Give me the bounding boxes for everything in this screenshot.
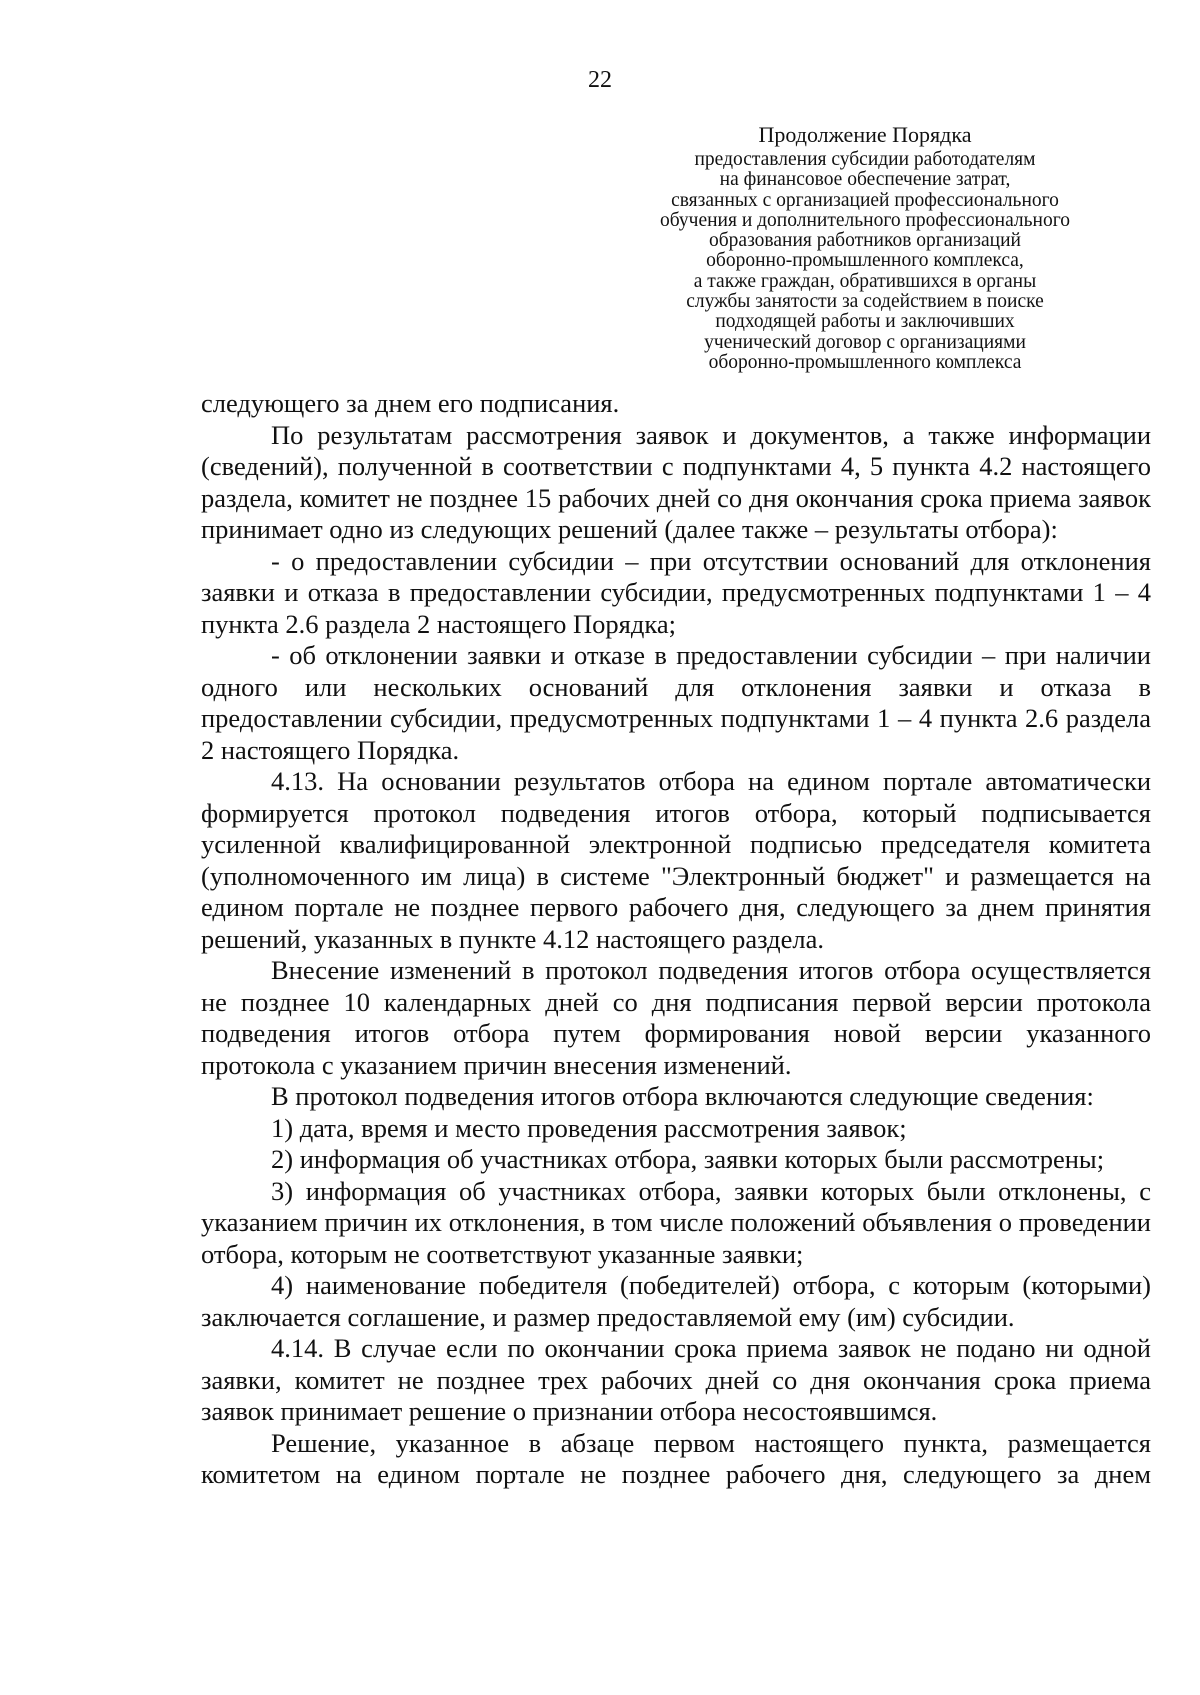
header-line: на финансовое обеспечение затрат, — [719, 169, 1011, 191]
list-item-1: 1) дата, время и место проведения рассмотрения заявок; — [271, 1112, 907, 1143]
header-line: а также граждан, обратившихся в органы — [693, 270, 1037, 292]
paragraph-4-14: 4.14. В случае если по окончании срока приема заявок не подано ни одной заявки, комитет не позднее трех рабочих дней со дня окончания срока приема заявок принимает решение о признании отбора несостоявшимся. — [201, 1333, 1151, 1426]
paragraph-protocol-contents: В протокол подведения итогов отбора включаются следующие сведения: — [271, 1081, 1094, 1111]
paragraph-protocol-changes: Внесение изменений в протокол подведения итогов отбора осуществляется не позднее 10 календарных дней со дня подписания первой версии протокола подведения итогов отбора путем формирования новой версии указанного протокола с указанием причин внесения изменений. — [201, 955, 1151, 1080]
paragraph-decision-publication: Решение, указанное в абзаце первом настоящего пункта, размещается комитетом на едином портале не позднее рабочего дня, следующего за днем — [201, 1427, 1151, 1489]
header-line: подходящей работы и заключивших — [715, 311, 1015, 333]
paragraph-4-13: 4.13. На основании результатов отбора на едином портале автоматически формируется протокол подведения итогов отбора, который подписывается усиленной квалифицированной электронной подписью председателя комитета (уполномоченного им лица) в системе "Электронный бюджет" и размещается на едином портале не позднее первого рабочего дня, следующего за днем принятия решений, указанных в пункте 4.12 настоящего раздела. — [201, 766, 1151, 954]
list-item-2: 2) информация об участниках отбора, заявки которых были рассмотрены; — [271, 1144, 1105, 1174]
paragraph-continuation: следующего за днем его подписания. — [201, 388, 620, 418]
header-line: оборонно-промышленного комплекса — [708, 351, 1022, 373]
document-header — [600, 122, 1130, 373]
header-line: оборонно-промышленного комплекса, — [706, 250, 1024, 272]
list-item-4: 4) наименование победителя (победителей) отбора, с которым (которыми) заключается соглашение, и размер предоставляемой ему (им) субсидии. — [201, 1270, 1151, 1332]
header-line: ученический договор с организациями — [704, 331, 1026, 353]
paragraph-decision-reject: - об отклонении заявки и отказе в предоставлении субсидии – при наличии одного или нескольких оснований для отклонения заявки и отказа в предоставлении субсидии, предусмотренных подпунктами 1 – 4 пункта 2.6 раздела 2 настоящего Порядка. — [201, 640, 1151, 765]
header-line: предоставления субсидии работодателям — [694, 149, 1036, 170]
paragraph-decision-grant: - о предоставлении субсидии – при отсутствии оснований для отклонения заявки и отказа в предоставлении субсидии, предусмотренных подпунктами 1 – 4 пункта 2.6 раздела 2 настоящего Порядка; — [201, 545, 1151, 639]
page-number: 22 — [588, 67, 612, 93]
header-line: службы занятости за содействием в поиске — [686, 291, 1044, 313]
paragraph-selection-results: По результатам рассмотрения заявок и документов, а также информации (сведений), полученной в соответствии с подпунктами 4, 5 пункта 4.2 настоящего раздела, комитет не позднее 15 рабочих дней со дня окончания срока приема заявок принимает одно из следующих решений (далее также – результаты отбора): — [201, 419, 1151, 544]
header-line: связанных с организацией профессионального — [671, 189, 1059, 211]
header-line: обучения и дополнительного профессионального — [659, 209, 1071, 231]
header-line: образования работников организаций — [709, 230, 1021, 252]
list-item-3: 3) информация об участниках отбора, заявки которых были отклонены, с указанием причин их отклонения, в том числе положений объявления о проведении отбора, которым не соответствуют указанные заявки; — [201, 1175, 1151, 1269]
body-text — [201, 388, 1151, 1491]
header-title: Продолжение Порядка — [758, 122, 972, 147]
